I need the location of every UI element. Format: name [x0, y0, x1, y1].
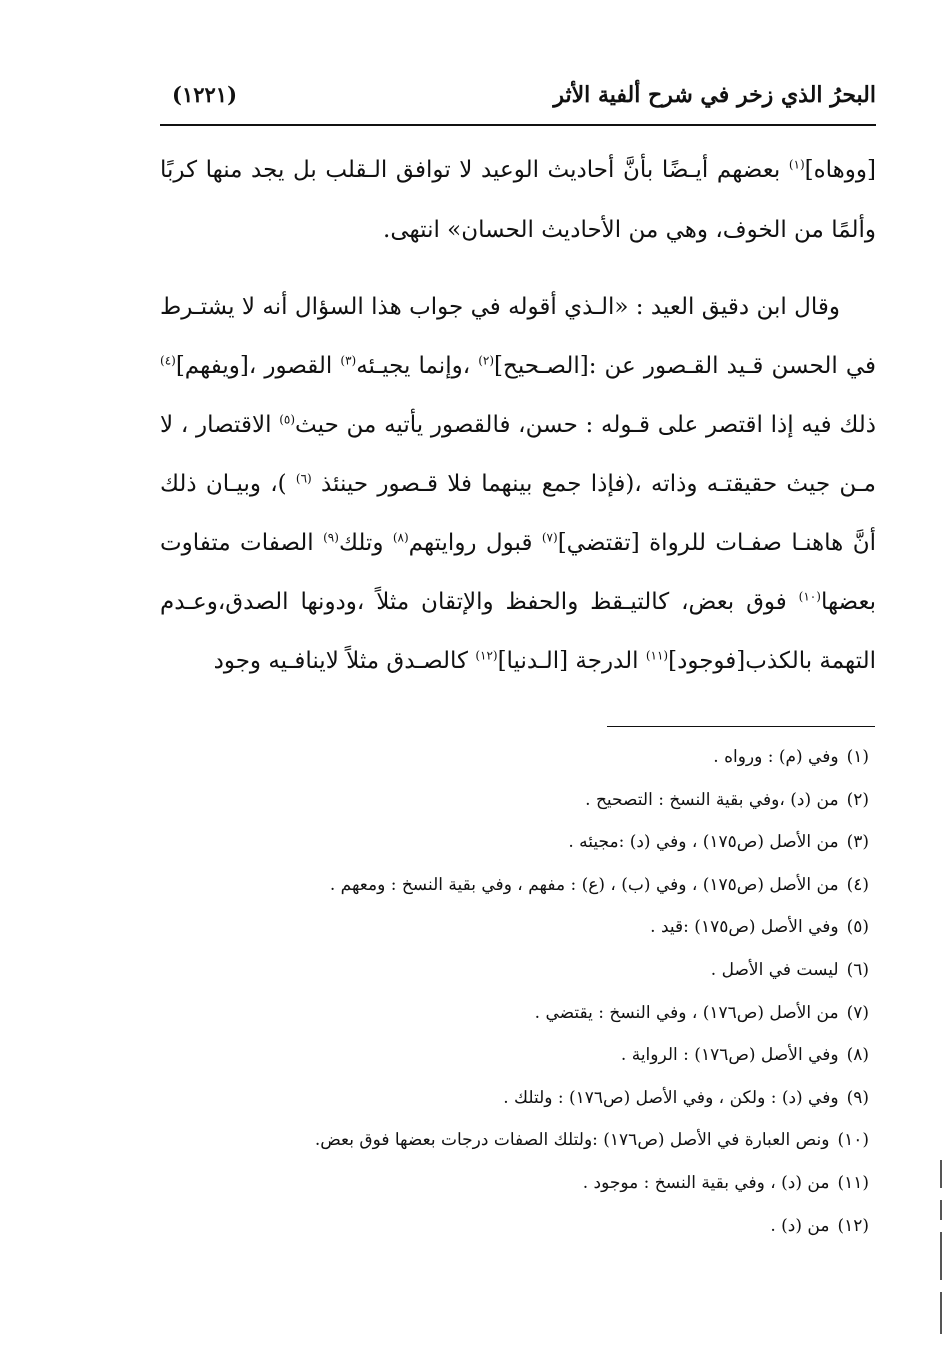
footnote-item	[149, 1162, 869, 1205]
footnote-marker: (١١)	[645, 648, 669, 663]
footnote-item	[149, 736, 869, 779]
text-run: الصفات متفاوت بعضها	[160, 530, 876, 615]
text-run: قبول روايتهم	[408, 530, 542, 556]
footnote-text: من الأصل (ص١٧٥) ، وفي (د) :مجيئه .	[568, 832, 839, 853]
footnote-number: (٦)	[846, 959, 869, 980]
footnote-marker: (٦)	[295, 471, 312, 486]
text-run: وقال ابن دقيق العيد : «الـذي أقوله في جواب هذا السؤال أنه لا يشتـرط في الحسن قـيد القـصور عن :[الصـحيح]	[160, 294, 876, 379]
footnote-number: (٩)	[846, 1087, 869, 1108]
scan-edge-mark	[940, 1200, 942, 1220]
footnote-number: (١٢)	[837, 1215, 869, 1236]
text-run: ذلك فيه إذا اقتصر على قـوله : حسن، فالقصور يأتيه من حيث	[295, 412, 876, 438]
text-run: الاقتصار ، لا مـن جيث حقيقتـه وذاته ،(فإذا جمع بينهما فلا قـصور حينئذ	[160, 412, 876, 497]
scan-edge-mark	[940, 1232, 942, 1280]
footnote-marker: (٢)	[478, 353, 495, 368]
footnote-text: وفي (م) : ورواه .	[713, 747, 839, 767]
paragraph-2	[160, 278, 876, 691]
text-run: ،وإنما يجيـئه	[356, 353, 479, 379]
main-text	[160, 140, 876, 691]
footnote-item	[149, 1205, 869, 1248]
text-run: بعضهم أيـضًا بأنَّ أحاديث الوعيد لا توافق الـقلب بل يجد منها كربًا وألمًا من الخوف، وهي من الأحاديث الحسان» انتهى.	[160, 157, 876, 243]
footnote-text: وفي (د) : ولكن ، وفي الأصل (ص١٧٦) : ولتلك .	[503, 1087, 839, 1108]
footnote-marker: (٥)	[279, 412, 296, 427]
scan-edge-mark	[940, 1160, 942, 1188]
footnote-marker: (٧)	[541, 530, 558, 545]
text-run: [ووهاه]	[804, 157, 876, 183]
footnote-text: وفي الأصل (ص١٧٦) : الرواية .	[620, 1045, 839, 1066]
footnote-marker: (٤)	[160, 353, 176, 368]
footnote-text: ليست في الأصل .	[710, 959, 839, 980]
footnote-item	[149, 1119, 869, 1162]
footnote-number: (٥)	[846, 917, 869, 938]
footnote-separator	[607, 726, 875, 727]
header-rule	[160, 124, 876, 126]
footnote-number: (١٠)	[837, 1130, 869, 1151]
footnote-text: ونص العبارة في الأصل (ص١٧٦) :ولتلك الصفات درجات بعضها فوق بعض.	[314, 1130, 830, 1151]
text-run: كالصـدق مثلاً لاينافـيه وجود	[213, 648, 476, 674]
footnote-number: (٢)	[846, 789, 869, 810]
footnote-marker: (٨)	[392, 530, 409, 545]
scan-edge-mark	[940, 1292, 942, 1334]
footnote-text: وفي الأصل (ص١٧٥) :قيد .	[650, 917, 839, 938]
footnote-number: (٨)	[846, 1045, 869, 1066]
footnote-item	[149, 949, 869, 992]
running-title: البحرُ الذي زخر في شرح ألفية الأثر	[553, 82, 876, 108]
paragraph-1	[160, 140, 876, 260]
footnote-item	[149, 1077, 869, 1120]
footnote-marker: (٩)	[323, 530, 339, 545]
footnote-item	[149, 1034, 869, 1077]
footnote-item	[149, 992, 869, 1035]
text-run: الدرجة [الـدنيا]	[497, 648, 646, 674]
footnote-number: (١١)	[837, 1172, 869, 1193]
footnote-number: (١)	[846, 747, 869, 767]
footnote-item	[149, 864, 869, 907]
footnote-text: من الأصل (ص١٧٥) ، وفي (ب) ، (ع) : مفهم ، وفي بقية النسخ : ومعهم .	[329, 874, 839, 895]
footnote-number: (٣)	[846, 832, 869, 853]
footnote-number: (٤)	[846, 874, 869, 895]
footnote-marker: (٣)	[340, 353, 357, 368]
text-run: القصور ،[ويفهم]	[175, 353, 341, 379]
footnote-marker: (١٢)	[475, 648, 498, 663]
footnote-item	[149, 821, 869, 864]
footnote-marker: (١)	[788, 157, 805, 172]
footnote-text: من (د) ،وفي بقية النسخ : التصحيح .	[585, 789, 839, 810]
footnote-text: من (د) ، وفي بقية النسخ : موجود .	[582, 1172, 830, 1193]
page-header	[160, 76, 876, 118]
text-run: وتلك	[338, 530, 393, 556]
footnote-marker: (١٠)	[798, 589, 821, 604]
text-run: فوق بعض، كالتيـقظ والحفظ والإتقان مثلاً ،ودونها الصدق،وعـدم التهمة بالكذب[فوجود]	[160, 589, 876, 674]
footnote-text: من (د) .	[770, 1215, 830, 1236]
page-number: (١٢٢١)	[172, 82, 237, 107]
footnotes-list	[149, 736, 869, 1247]
footnote-item	[149, 906, 869, 949]
footnote-number: (٧)	[846, 1002, 869, 1023]
text-run: )، وبيـان ذلك أنَّ هاهنـا صفـات للرواة [تقتضي]	[160, 471, 876, 556]
footnote-text: من الأصل (ص١٧٦) ، وفي النسخ : يقتضي .	[534, 1002, 839, 1023]
footnote-item	[149, 779, 869, 822]
